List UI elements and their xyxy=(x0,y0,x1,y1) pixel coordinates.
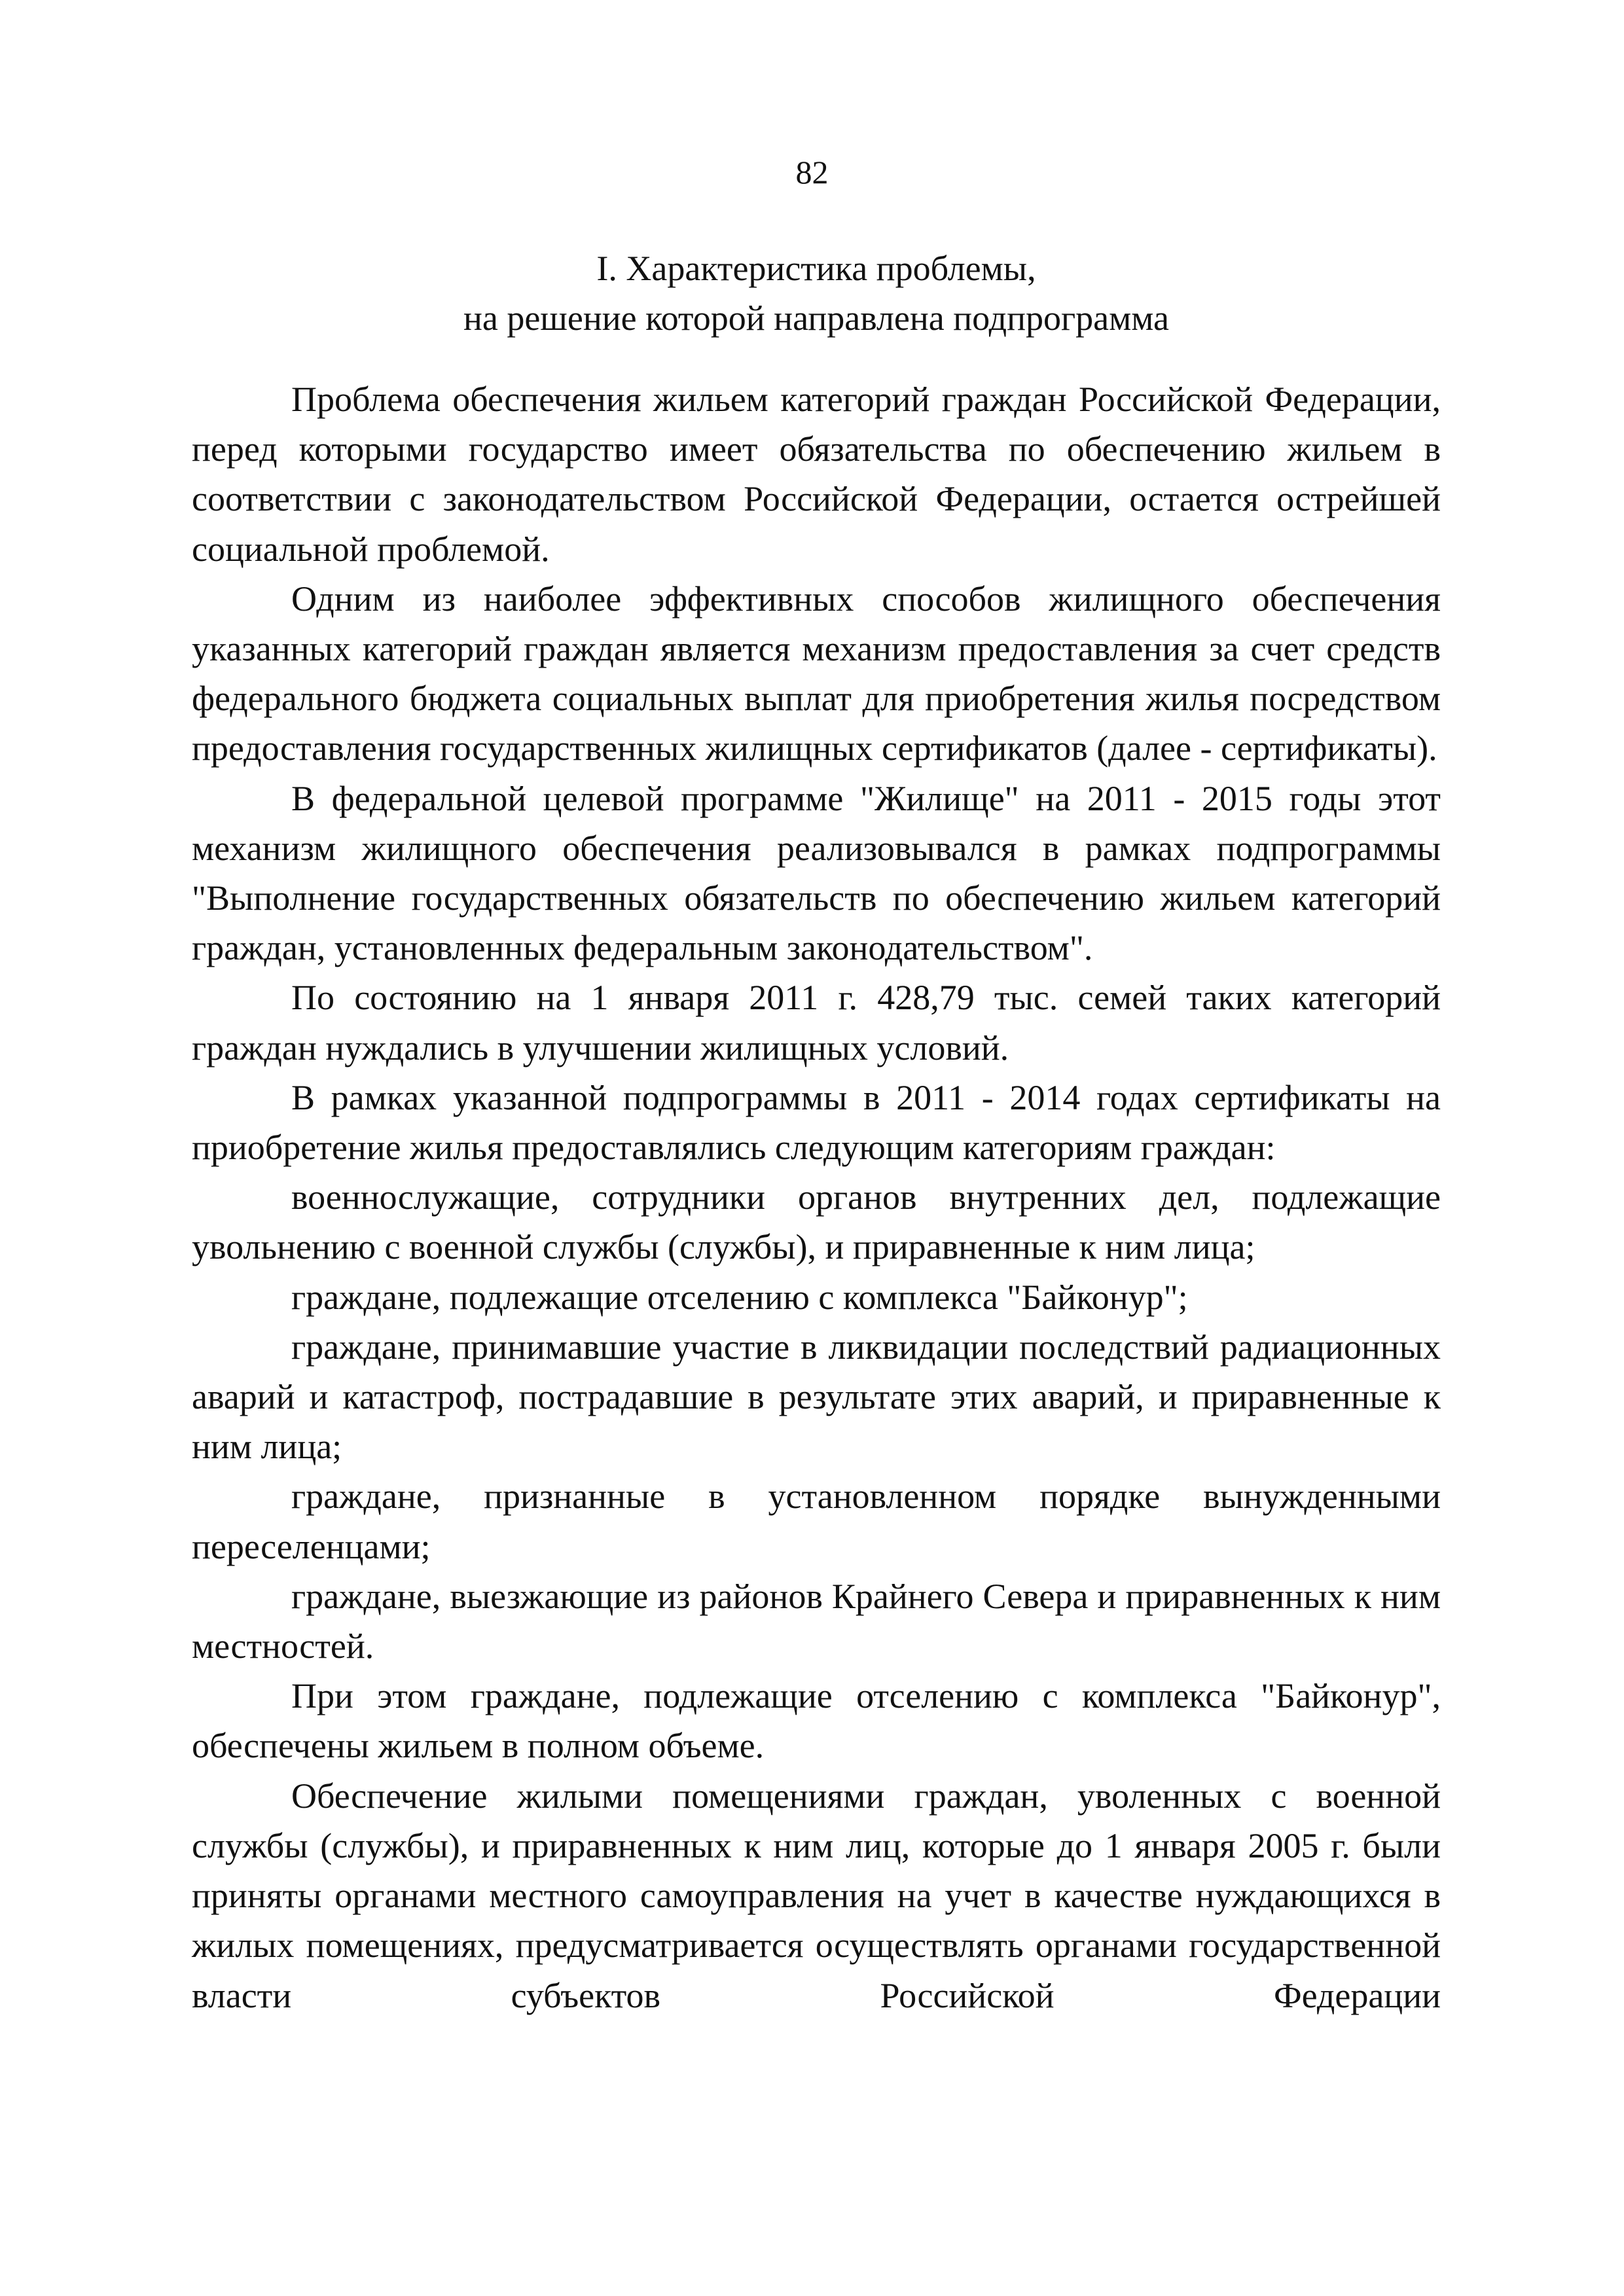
list-item: граждане, подлежащие отселению с комплекса "Байконур"; xyxy=(291,1277,1188,1317)
list-item: граждане, признанные в установленном порядке вынужденными переселенцами; xyxy=(192,1477,1441,1566)
paragraph: Обеспечение жилыми помещениями граждан, уволенных с военной службы (службы), и приравненных к ним лиц, которые до 1 января 2005 г. были приняты органами местного самоуправления на учет в качестве нуждающихся в жилых помещениях, предусматривается осуществлять органами государственной власти субъектов Российской Федерации xyxy=(192,1776,1441,2015)
list-item: граждане, выезжающие из районов Крайнего Севера и приравненных к ним местностей. xyxy=(192,1576,1441,1666)
paragraph: Одним из наиболее эффективных способов жилищного обеспечения указанных категорий граждан является механизм предоставления за счет средств федерального бюджета социальных выплат для приобретения жилья посредством предоставления государственных жилищных сертификатов (далее - сертификаты). xyxy=(192,579,1441,768)
page-number: 82 xyxy=(795,154,829,190)
list-item: граждане, принимавшие участие в ликвидации последствий радиационных аварий и катастроф, пострадавшие в результате этих аварий, и приравненные к ним лица; xyxy=(192,1327,1441,1467)
paragraph: По состоянию на 1 января 2011 г. 428,79 тыс. семей таких категорий граждан нуждались в улучшении жилищных условий. xyxy=(192,978,1441,1067)
section-title xyxy=(192,243,1441,343)
paragraph: При этом граждане, подлежащие отселению с комплекса "Байконур", обеспечены жильем в полном объеме. xyxy=(192,1676,1441,1766)
paragraph: В федеральной целевой программе "Жилище" на 2011 - 2015 годы этот механизм жилищного обеспечения реализовывался в рамках подпрограммы "Выполнение государственных обязательств по обеспечению жильем категорий граждан, установленных федеральным законодательством". xyxy=(192,778,1441,968)
body-text xyxy=(192,374,1441,2020)
paragraph: В рамках указанной подпрограммы в 2011 - 2014 годах сертификаты на приобретение жилья предоставлялись следующим категориям граждан: xyxy=(192,1077,1441,1168)
section-title-line-2: на решение которой направлена подпрограмма xyxy=(463,298,1170,338)
section-title-line-1: I. Характеристика проблемы, xyxy=(596,249,1036,288)
list-item: военнослужащие, сотрудники органов внутренних дел, подлежащие увольнению с военной службы (службы), и приравненные к ним лица; xyxy=(192,1177,1441,1267)
paragraph: Проблема обеспечения жильем категорий граждан Российской Федерации, перед которыми государство имеет обязательства по обеспечению жильем в соответствии с законодательством Российской Федерации, остается острейшей социальной проблемой. xyxy=(192,380,1441,569)
